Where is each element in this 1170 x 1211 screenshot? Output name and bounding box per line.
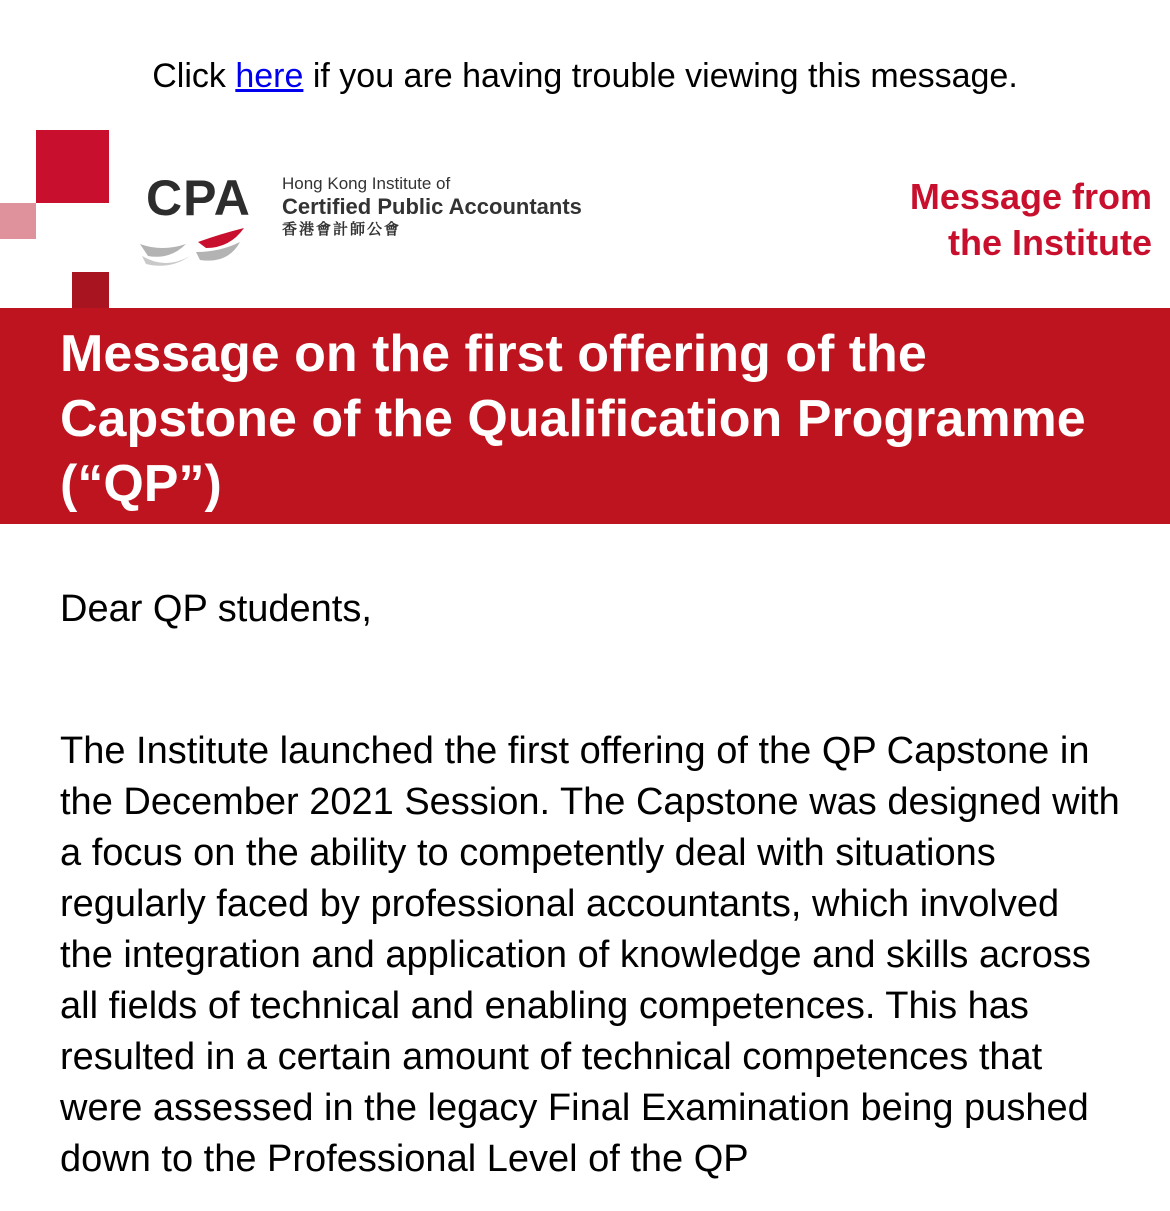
view-online-link[interactable]: here bbox=[235, 57, 304, 95]
greeting: Dear QP students, bbox=[60, 588, 372, 630]
message-from-institute-label bbox=[910, 174, 1152, 266]
view-online-suffix: if you are having trouble viewing this message. bbox=[303, 57, 1018, 95]
email-body bbox=[60, 584, 1120, 1180]
decorative-square-dark-red bbox=[72, 272, 109, 308]
message-title: Message on the first offering of the Capstone of the Qualification Programme (“QP”) bbox=[60, 325, 1086, 513]
view-online-notice bbox=[0, 54, 1170, 98]
institute-name bbox=[282, 174, 582, 240]
view-online-prefix: Click bbox=[152, 57, 236, 95]
cpa-logo-text: CPA bbox=[146, 170, 251, 226]
body-paragraph: The Institute launched the first offering of the QP Capstone in the December 2021 Session. The Capstone was designed with a focus on the ability to competently deal with situations regularly faced by professional accountants, which involved the integration and application of knowledge and skills across all fields of technical and enabling competences. This has resulted in a certain amount of technical competences that were assessed in the legacy Final Examination being pushed down to the Professional Level of the QP bbox=[60, 730, 1120, 1180]
message-from-line2: the Institute bbox=[948, 222, 1152, 263]
institute-name-chinese: 香港會計師公會 bbox=[282, 221, 402, 238]
decorative-square-pink bbox=[0, 203, 36, 239]
decorative-square-red bbox=[36, 130, 109, 203]
title-banner bbox=[0, 308, 1170, 524]
institute-name-line1: Hong Kong Institute of bbox=[282, 174, 451, 193]
message-from-line1: Message from bbox=[909, 176, 1152, 217]
institute-name-line2: Certified Public Accountants bbox=[282, 194, 582, 219]
email-header bbox=[0, 130, 1170, 308]
cpa-wings-logo-icon bbox=[136, 226, 248, 266]
